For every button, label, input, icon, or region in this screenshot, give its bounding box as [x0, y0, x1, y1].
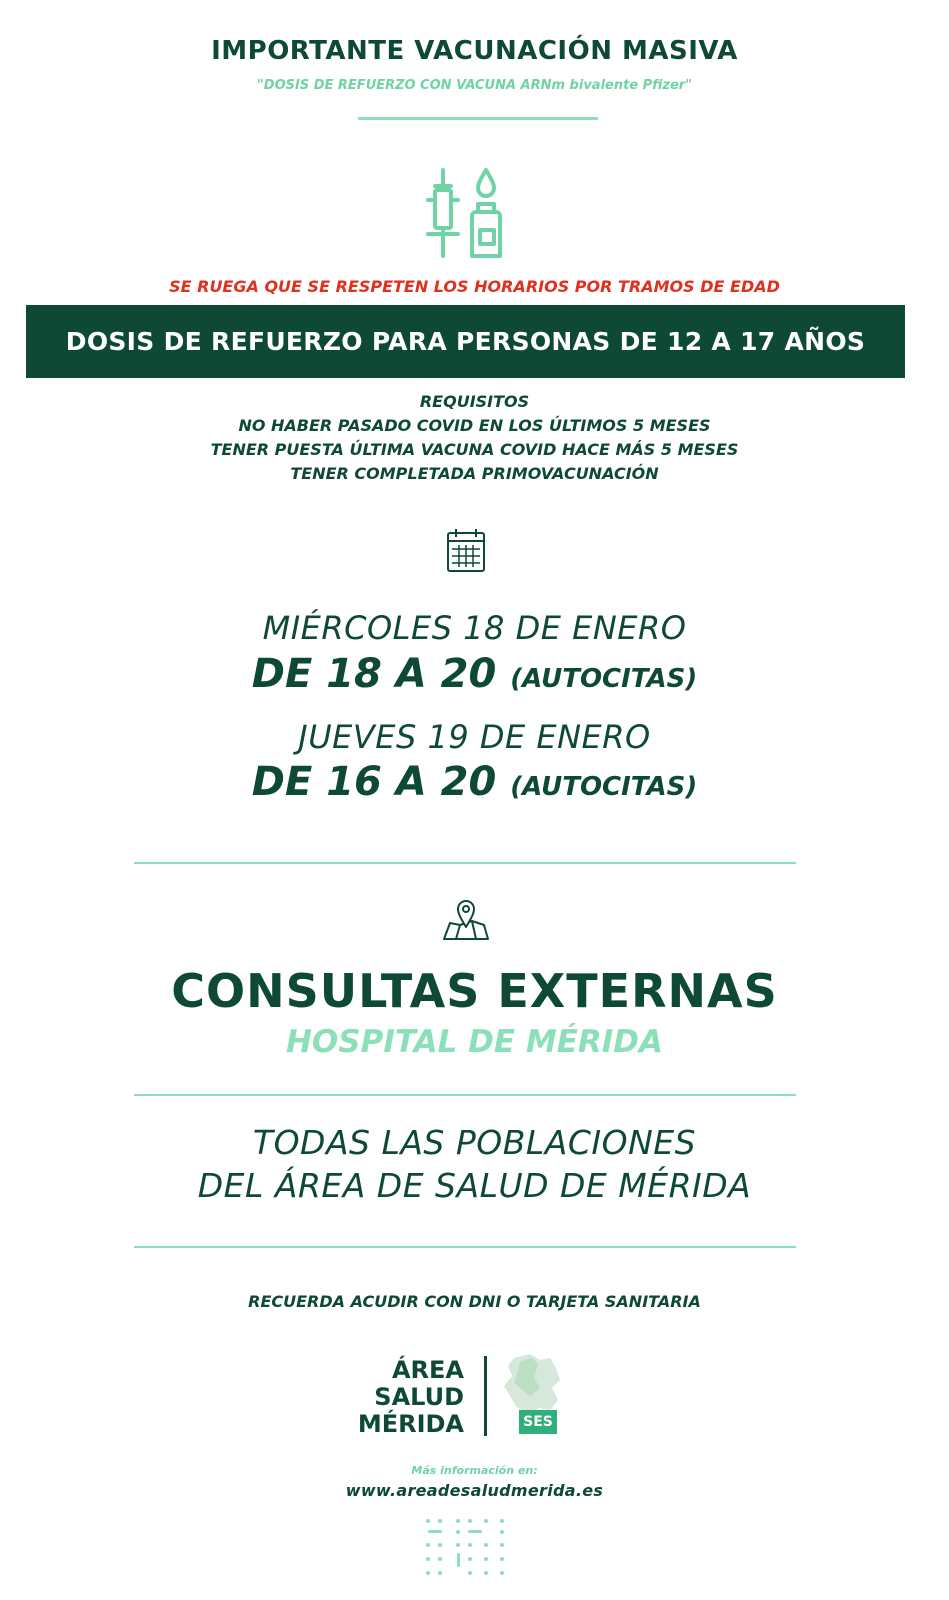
- more-info-label: Más información en:: [411, 1464, 538, 1477]
- logo-line: MÉRIDA: [357, 1410, 464, 1438]
- divider: [134, 1246, 796, 1248]
- requirements-heading: REQUISITOS: [419, 392, 530, 411]
- website-link[interactable]: www.areadesaludmerida.es: [345, 1481, 604, 1500]
- schedule-hours-note: (AUTOCITAS): [510, 772, 698, 802]
- calendar-icon: [444, 527, 488, 575]
- dose-banner: DOSIS DE REFUERZO PARA PERSONAS DE 12 A 17 AÑOS: [26, 305, 905, 378]
- page-subtitle: "DOSIS DE REFUERZO CON VACUNA ARNm bivalente Pfizer": [257, 78, 692, 93]
- schedule-hours-range: DE 16 A 20: [251, 759, 497, 805]
- dotted-pattern-icon: [424, 1517, 508, 1577]
- age-schedule-notice: SE RUEGA QUE SE RESPETEN LOS HORARIOS POR TRAMOS DE EDAD: [169, 277, 780, 296]
- vaccine-icon: [422, 164, 512, 264]
- divider: [358, 117, 598, 120]
- logo-line: ÁREA: [391, 1356, 464, 1384]
- schedule-hours: [0, 651, 949, 697]
- populations-line: TODAS LAS POBLACIONES: [252, 1123, 697, 1162]
- page-title: IMPORTANTE VACUNACIÓN MASIVA: [211, 36, 738, 66]
- schedule-day: MIÉRCOLES 18 DE ENERO: [262, 609, 687, 647]
- schedule-hours-range: DE 18 A 20: [251, 651, 497, 697]
- map-pin-icon: [440, 897, 492, 943]
- requirement-item: NO HABER PASADO COVID EN LOS ÚLTIMOS 5 MESES: [238, 416, 711, 435]
- area-salud-logo: [340, 1357, 464, 1438]
- requirement-item: TENER COMPLETADA PRIMOVACUNACIÓN: [290, 464, 659, 483]
- schedule-day: JUEVES 19 DE ENERO: [298, 718, 651, 756]
- location-name: CONSULTAS EXTERNAS: [171, 964, 778, 1018]
- logo-divider: [484, 1356, 487, 1436]
- populations-line: DEL ÁREA DE SALUD DE MÉRIDA: [197, 1166, 752, 1205]
- schedule-hours-note: (AUTOCITAS): [510, 664, 698, 694]
- logo-line: SALUD: [374, 1383, 464, 1411]
- schedule-hours: [0, 759, 949, 805]
- divider: [134, 1094, 796, 1096]
- requirement-item: TENER PUESTA ÚLTIMA VACUNA COVID HACE MÁS 5 MESES: [210, 440, 739, 459]
- divider: [134, 862, 796, 864]
- ses-badge: SES: [519, 1410, 557, 1434]
- reminder-text: RECUERDA ACUDIR CON DNI O TARJETA SANITARIA: [248, 1292, 701, 1311]
- hospital-name: HOSPITAL DE MÉRIDA: [285, 1024, 663, 1060]
